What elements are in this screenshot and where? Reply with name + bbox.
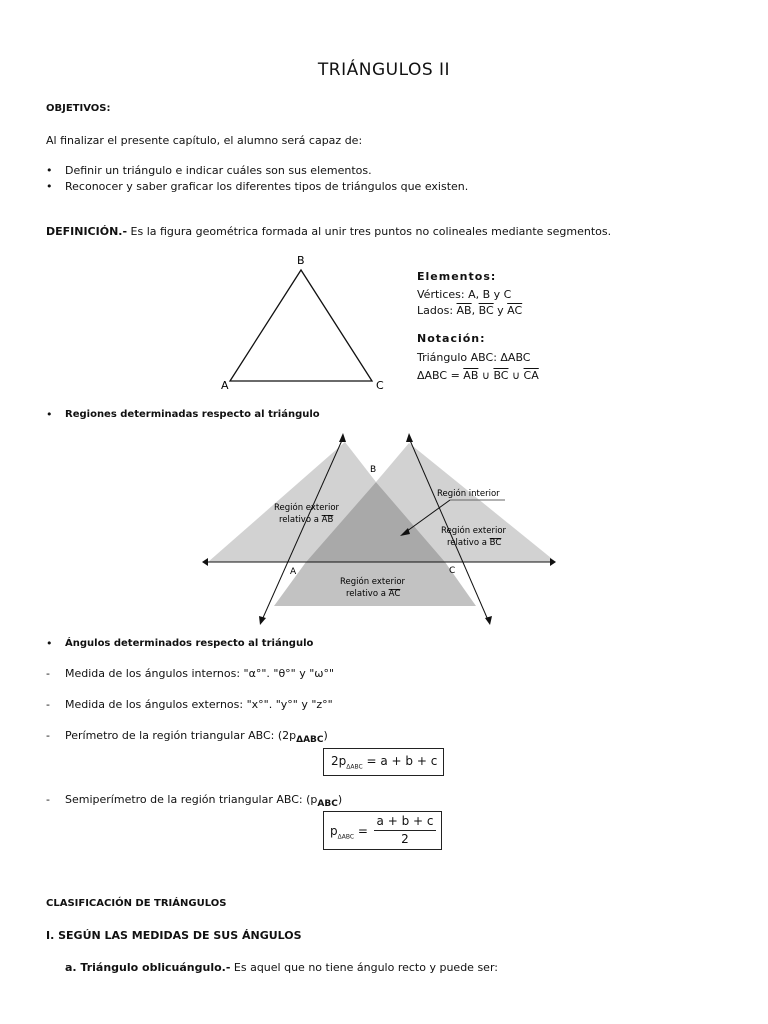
bullet-marker: • <box>46 180 53 193</box>
label-ext-ab-2: relativo a AB <box>279 515 334 525</box>
segment-ab: $\overline{AB}$ <box>456 304 472 317</box>
segment-bc: $\overline{BC}$ <box>478 304 494 317</box>
fraction-bar <box>374 830 436 831</box>
vertex-c-label: C <box>376 379 384 392</box>
region-vertex-a: A <box>290 567 297 577</box>
elementos-vertices: Vértices: A, B y C <box>417 288 512 301</box>
dash-marker: - <box>46 729 50 742</box>
triangle-diagram <box>210 250 400 395</box>
region-vertex-c: C <box>449 566 456 576</box>
item-a-label: a. Triángulo oblicuángulo.- <box>65 961 231 974</box>
dash-marker: - <box>46 667 50 680</box>
triangle-shape <box>230 270 372 381</box>
label-ext-ab-1: Región exterior <box>274 503 340 513</box>
regiones-bullet-text: Regiones determinadas respecto al triángulo <box>65 409 320 420</box>
union-symbol: ∪ <box>511 369 521 382</box>
angulos-internos: Medida de los ángulos internos: "α°". "θ°" y "ω°" <box>65 667 335 680</box>
page-title: TRIÁNGULOS II <box>317 60 451 80</box>
semiperimetro-formula-lhs: $p_{\Delta ABC}$ = <box>330 824 368 841</box>
objetivos-intro: Al finalizar el presente capítulo, el alumno será capaz de: <box>46 134 363 147</box>
arrow-bc-bottom <box>485 616 492 625</box>
label-ext-ac-2: relativo a AC <box>346 589 401 599</box>
bullet-marker: • <box>46 408 53 421</box>
arrow-bc-top <box>406 433 413 442</box>
segment-ca: $\overline{CA}$ <box>523 369 539 382</box>
item-a-text: Es aquel que no tiene ángulo recto y puede ser: <box>233 961 498 974</box>
clasificacion-section-1: I. SEGÚN LAS MEDIDAS DE SUS ÁNGULOS <box>46 929 302 942</box>
arrow-ab-bottom <box>259 616 266 625</box>
semiperimetro-numerator: a + b + c <box>376 814 434 828</box>
bullet-marker: • <box>46 637 53 650</box>
regiones-diagram <box>200 430 565 625</box>
lados-conjunction: y <box>497 304 504 317</box>
semiperimetro-text: Semiperímetro de la región triangular ABC: $(p_{ABC})$ <box>65 793 343 810</box>
vertex-a-label: A <box>221 379 229 392</box>
notacion-heading: Notación: <box>417 332 486 345</box>
elementos-lados: Lados: $\overline{AB}$, $\overline{BC}$ y $\overline{AC}$ <box>417 304 523 317</box>
label-region-interior: Región interior <box>437 489 500 499</box>
angulos-externos: Medida de los ángulos externos: "x°". "y°" y "z°" <box>65 698 333 711</box>
notacion-line-1: Triángulo ABC: ΔABC <box>417 351 531 364</box>
arrow-right <box>550 558 556 566</box>
label-ext-bc-2: relativo a BC <box>447 538 502 548</box>
label-ext-ac-1: Región exterior <box>340 577 406 587</box>
clasificacion-heading: CLASIFICACIÓN DE TRIÁNGULOS <box>46 898 227 909</box>
perimetro-text: Perímetro de la región triangular ABC: $(2p_{\Delta ABC})$ <box>65 729 328 746</box>
objetivo-item-1: Definir un triángulo e indicar cuáles son sus elementos. <box>65 164 372 177</box>
notacion-prefix: ΔABC = <box>417 369 460 382</box>
segment-ab: $\overline{AB}$ <box>463 369 479 382</box>
notacion-line-2 <box>417 369 539 382</box>
lados-prefix: Lados: <box>417 304 454 317</box>
clasificacion-item-a <box>65 961 498 974</box>
perimetro-formula-box <box>323 748 444 776</box>
region-vertex-b: B <box>370 465 377 475</box>
definicion-line <box>46 225 611 238</box>
label-ext-bc-1: Región exterior <box>441 526 507 536</box>
semiperimetro-formula-box <box>323 811 442 850</box>
segment-bc: $\overline{BC}$ <box>493 369 509 382</box>
definicion-text: Es la figura geométrica formada al unir tres puntos no colineales mediante segmentos. <box>130 225 612 238</box>
vertex-b-label: B <box>297 254 305 267</box>
elementos-heading: Elementos: <box>417 270 497 283</box>
arrow-ab-top <box>339 433 346 442</box>
bullet-marker: • <box>46 164 53 177</box>
definicion-label: DEFINICIÓN.- <box>46 225 128 238</box>
objetivos-heading: OBJETIVOS: <box>46 103 111 114</box>
arrow-left <box>202 558 208 566</box>
dash-marker: - <box>46 793 50 806</box>
perimetro-formula: $2p_{\Delta ABC} = a + b + c$ <box>331 754 438 771</box>
objetivo-item-2: Reconocer y saber graficar los diferentes tipos de triángulos que existen. <box>65 180 469 193</box>
dash-marker: - <box>46 698 50 711</box>
angulos-bullet-text: Ángulos determinados respecto al triángulo <box>65 638 314 649</box>
segment-ac: $\overline{AC}$ <box>507 304 523 317</box>
semiperimetro-denominator: 2 <box>401 832 409 846</box>
union-symbol: ∪ <box>481 369 490 382</box>
